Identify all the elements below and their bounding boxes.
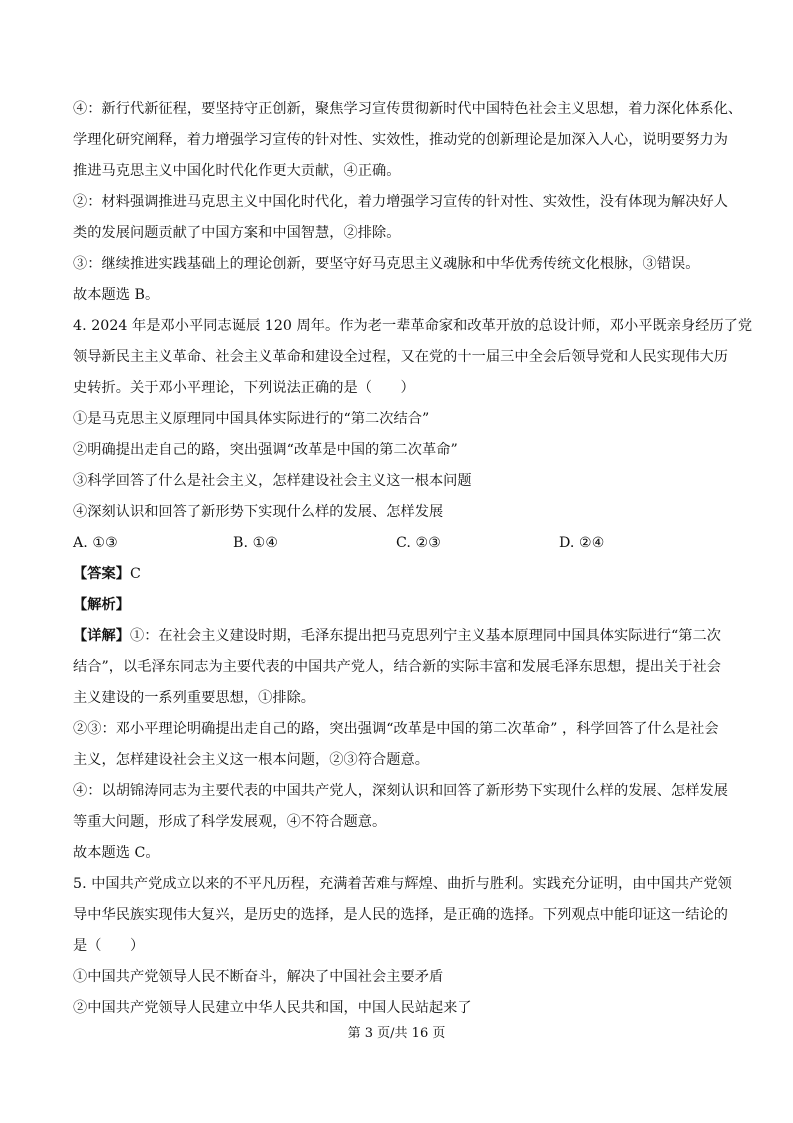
- detail-tag: 【详解】: [73, 628, 130, 644]
- option-c: C. ②③: [396, 535, 442, 551]
- text-line: ③：继续推进实践基础上的理论创新，要坚守好马克思主义魂脉和中华优秀传统文化根脉，③错误。: [73, 256, 700, 272]
- text-line: ④：以胡锦涛同志为主要代表的中国共产党人，深刻认识和回答了新形势下实现什么样的发展、怎样发展: [73, 783, 728, 799]
- statement-2: ②明确提出走自己的路，突出强调“改革是中国的第二次革命”: [73, 442, 458, 458]
- answer-value: C: [129, 566, 141, 582]
- option-d: D. ②④: [559, 535, 605, 551]
- text-line: 推进马克思主义中国化时代化作更大贡献，④正确。: [73, 163, 401, 179]
- text-line: 导中华民族实现伟大复兴，是历史的选择，是人民的选择，是正确的选择。下列观点中能印证这一结论的: [73, 907, 728, 923]
- page-footer: 第 3 页/共 16 页: [347, 1026, 446, 1041]
- statement-1: ①中国共产党领导人民不断奋斗，解决了中国社会主要矛盾: [73, 969, 444, 985]
- answer-line: [73, 565, 141, 583]
- text-line: 主义建设的一系列重要思想，①排除。: [73, 690, 316, 706]
- statement-4: ④深刻认识和回答了新形势下实现什么样的发展、怎样发展: [73, 504, 444, 520]
- text-line: 类的发展问题贡献了中国方案和中国智慧，②排除。: [73, 225, 401, 241]
- text-line: 故本题选 C。: [73, 845, 160, 861]
- answer-options: [73, 534, 713, 552]
- option-a: A. ①③: [73, 535, 118, 551]
- text-line: ①：在社会主义建设时期，毛泽东提出把马克思列宁主义基本原理同中国具体实际进行“第二次: [129, 628, 721, 644]
- question-4-stem: 4. 2024 年是邓小平同志诞辰 120 周年。作为老一辈革命家和改革开放的总设计师，邓小平既亲身经历了党: [73, 318, 753, 334]
- text-line: ②：材料强调推进马克思主义中国化时代化，着力增强学习宣传的针对性、实效性，没有体现为解决好人: [73, 194, 728, 210]
- text-line: 是（ ）: [73, 938, 145, 954]
- text-line: 等重大问题，形成了科学发展观，④不符合题意。: [73, 814, 387, 830]
- statement-3: ③科学回答了什么是社会主义，怎样建设社会主义这一根本问题: [73, 473, 472, 489]
- text-line: 领导新民主主义革命、社会主义革命和建设全过程，又在党的十一届三中全会后领导党和人民实现伟大历: [73, 349, 728, 365]
- question-5-stem: 5. 中国共产党成立以来的不平凡历程，充满着苦难与辉煌、曲折与胜利。实践充分证明，由中国共产党领: [73, 876, 732, 892]
- text-line: ④：新行代新征程，要坚持守正创新，聚焦学习宣传贯彻新时代中国特色社会主义思想，着力深化体系化、: [73, 101, 743, 117]
- option-b: B. ①④: [233, 535, 279, 551]
- statement-1: ①是马克思主义原理同中国具体实际进行的“第二次结合”: [73, 411, 430, 427]
- detail-line: [73, 627, 721, 645]
- text-line: 结合”，以毛泽东同志为主要代表的中国共产党人，结合新的实际丰富和发展毛泽东思想，提出关于社会: [73, 659, 721, 675]
- statement-2: ②中国共产党领导人民建立中华人民共和国，中国人民站起来了: [73, 1000, 472, 1016]
- text-line: ②③：邓小平理论明确提出走自己的路，突出强调“改革是中国的第二次革命” ，科学回答了什么是社会: [73, 721, 719, 737]
- analysis-tag: 【解析】: [73, 597, 130, 613]
- answer-tag: 【答案】: [73, 566, 130, 582]
- text-line: 主义，怎样建设社会主义这一根本问题，②③符合题意。: [73, 752, 429, 768]
- analysis-line: [73, 596, 130, 614]
- text-line: 故本题选 B。: [73, 287, 160, 303]
- text-line: 学理化研究阐释，着力增强学习宣传的针对性、实效性，推动党的创新理论是加深入人心，说明要努力为: [73, 132, 728, 148]
- text-line: 史转折。关于邓小平理论，下列说法正确的是（ ）: [73, 380, 415, 396]
